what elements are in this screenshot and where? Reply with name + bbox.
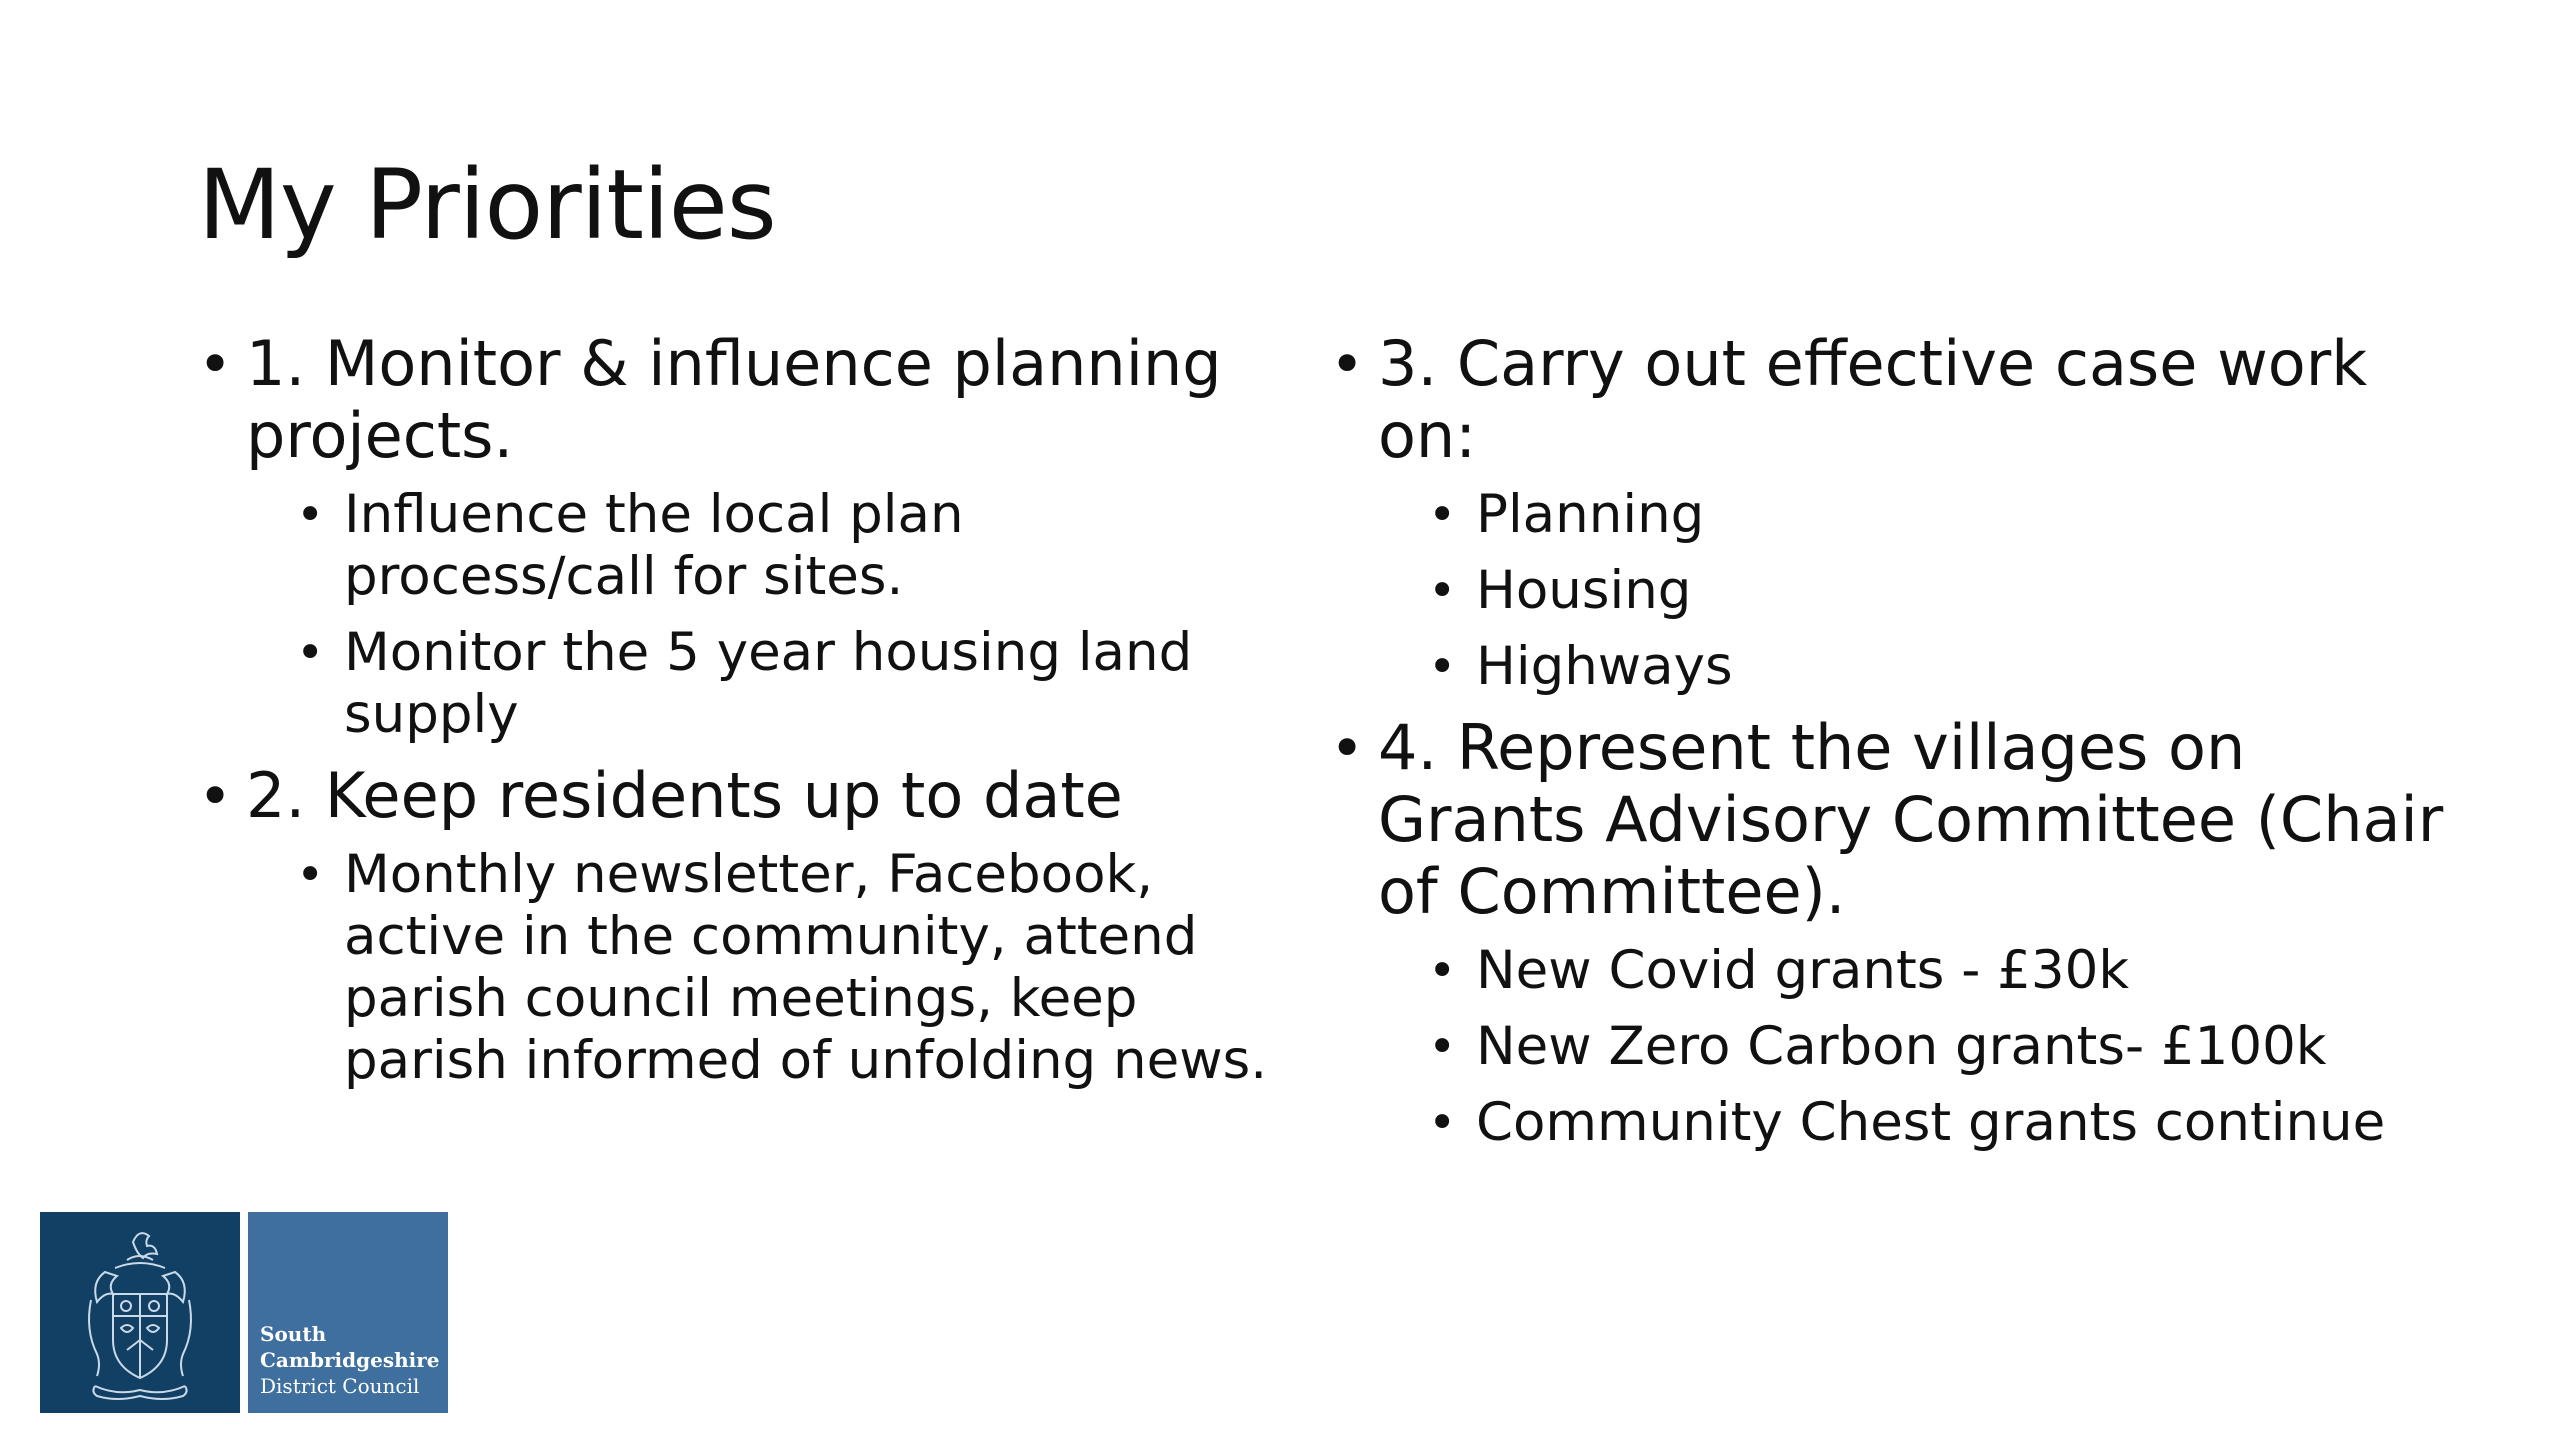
sub-item-text: Housing [1476,560,1692,621]
sub-item [1428,940,2450,1002]
sub-bullet-list [296,844,1268,1092]
priority-item-3 [1330,328,2450,698]
sub-item [1428,560,2450,622]
bullet-icon: • [1428,943,1457,999]
bullet-icon: • [1428,639,1457,695]
bullet-icon: • [296,625,325,681]
sub-item-text: Monthly newsletter, Facebook, active in the community, attend parish council meetings, keep parish informed of unfolding news. [344,844,1268,1091]
sub-item [296,844,1268,1092]
priority-item-text: 1. Monitor & influence planning projects. [246,327,1222,472]
priority-item-text: 4. Represent the villages on Grants Advisory Committee (Chair of Committee). [1378,711,2444,928]
bullet-icon: • [1330,330,1365,398]
logo-line-district-council: District Council [260,1374,420,1398]
logo-text-panel [248,1212,448,1413]
sub-item-text: New Covid grants - £30k [1476,940,2130,1001]
sub-bullet-list [296,484,1268,746]
sub-item-text: Planning [1476,484,1705,545]
bullet-icon: • [296,847,325,903]
right-bullet-list [1330,328,2450,1154]
sub-item-text: Influence the local plan process/call for sites. [344,484,964,607]
crest-icon [40,1212,240,1413]
logo-divider [240,1212,248,1413]
bullet-icon: • [1428,1019,1457,1075]
priority-item-text: 3. Carry out effective case work on: [1378,327,2368,472]
priority-item-1 [198,328,1268,746]
sub-item [1428,636,2450,698]
bullet-icon: • [198,762,233,830]
sub-item-text: Highways [1476,636,1733,697]
bullet-icon: • [1330,714,1365,782]
logo-line-south: South [260,1322,327,1346]
bullet-icon: • [198,330,233,398]
right-column [1330,328,2450,1168]
logo-wordmark [260,1321,440,1399]
bullet-icon: • [1428,487,1457,543]
sub-bullet-list [1428,940,2450,1154]
sub-bullet-list [1428,484,2450,698]
logo-line-cambridgeshire: Cambridgeshire [260,1348,440,1372]
priority-item-4 [1330,712,2450,1154]
sub-item [1428,1016,2450,1078]
sub-item [296,622,1268,746]
priority-item-2 [198,760,1268,1092]
bullet-icon: • [1428,563,1457,619]
bullet-icon: • [1428,1095,1457,1151]
sub-item-text: Community Chest grants continue [1476,1092,2386,1153]
sub-item-text: Monitor the 5 year housing land supply [344,622,1193,745]
priority-item-text: 2. Keep residents up to date [246,759,1123,832]
council-logo [40,1212,448,1413]
bullet-icon: • [296,487,325,543]
sub-item [1428,484,2450,546]
sub-item [1428,1092,2450,1154]
slide-title: My Priorities [198,149,776,261]
crest-emblem [75,1220,205,1405]
left-column [198,328,1268,1106]
left-bullet-list [198,328,1268,1092]
sub-item-text: New Zero Carbon grants- £100k [1476,1016,2327,1077]
sub-item [296,484,1268,608]
